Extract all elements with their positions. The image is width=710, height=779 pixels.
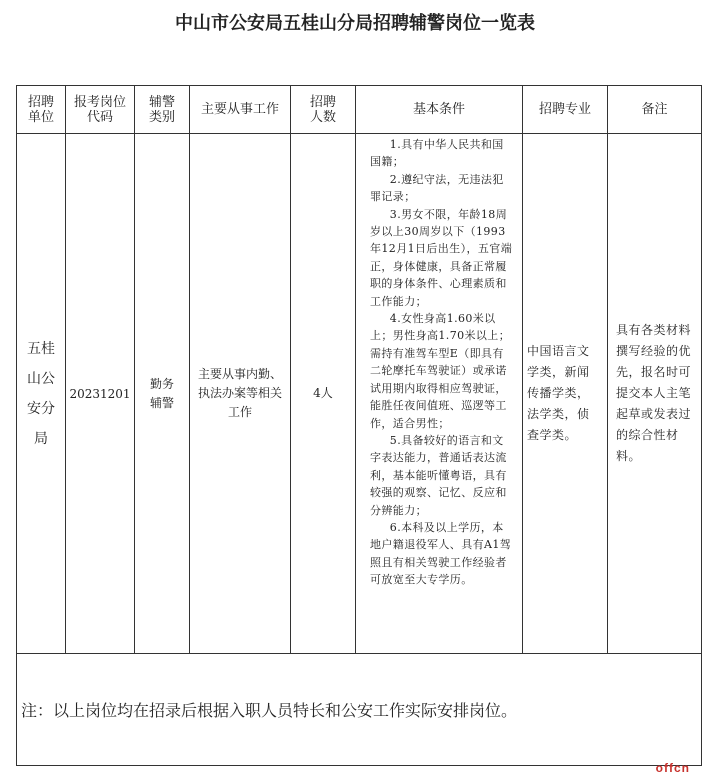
cell-conditions bbox=[356, 134, 523, 654]
cell-major: 中国语言文学类，新闻传播学类，法学类，侦查学类。 bbox=[523, 134, 608, 654]
footnote-row bbox=[17, 654, 702, 766]
header-duty: 主要从事工作 bbox=[190, 86, 291, 134]
condition-item: 5.具备较好的语言和文字表达能力，普通话表达流利，基本能听懂粤语，具有较强的观察、记忆、反应和分辨能力； bbox=[370, 433, 507, 517]
table-row bbox=[17, 134, 702, 654]
recruitment-table bbox=[16, 85, 702, 766]
cell-notes: 具有各类材料撰写经验的优先，报名时可提交本人主笔起草或发表过的综合性材料。 bbox=[608, 134, 702, 654]
header-unit: 招聘单位 bbox=[17, 86, 66, 134]
condition-item: 1.具有中华人民共和国国籍； bbox=[370, 138, 504, 169]
header-major: 招聘专业 bbox=[523, 86, 608, 134]
header-notes: 备注 bbox=[608, 86, 702, 134]
condition-item: 6.本科及以上学历，本地户籍退役军人、具有A1驾照且有相关驾驶工作经验者可放宽至大专学历。 bbox=[370, 520, 512, 587]
page-title: 中山市公安局五桂山分局招聘辅警岗位一览表 bbox=[175, 13, 535, 34]
cell-category: 勤务辅警 bbox=[135, 134, 190, 654]
header-conditions: 基本条件 bbox=[356, 86, 523, 134]
condition-item: 2.遵纪守法，无违法犯罪记录； bbox=[370, 172, 504, 204]
cell-unit: 五桂山公安分局 bbox=[17, 134, 66, 654]
header-code: 报考岗位代码 bbox=[66, 86, 135, 134]
header-row bbox=[17, 86, 702, 134]
footnote: 注：以上岗位均在招录后根据入职人员特长和公安工作实际安排岗位。 bbox=[17, 654, 702, 766]
condition-item: 4.女性身高1.60米以上；男性身高1.70米以上；需持有准驾车型E（即具有二轮摩托车驾驶证）或承诺试用期内取得相应驾驶证，能胜任夜间值班、巡逻等工作，适合男性； bbox=[370, 312, 511, 430]
cell-code: 20231201 bbox=[66, 134, 135, 654]
watermark-logo: offcn bbox=[655, 761, 690, 775]
header-count: 招聘人数 bbox=[291, 86, 356, 134]
header-category: 辅警类别 bbox=[135, 86, 190, 134]
condition-item: 3.男女不限，年龄18周岁以上30周岁以下（1993年12月1日后出生），五官端正，身体健康，具备正常履职的身体条件、心理素质和工作能力； bbox=[370, 207, 513, 308]
cell-count: 4人 bbox=[291, 134, 356, 654]
cell-duty: 主要从事内勤、执法办案等相关工作 bbox=[190, 134, 291, 654]
